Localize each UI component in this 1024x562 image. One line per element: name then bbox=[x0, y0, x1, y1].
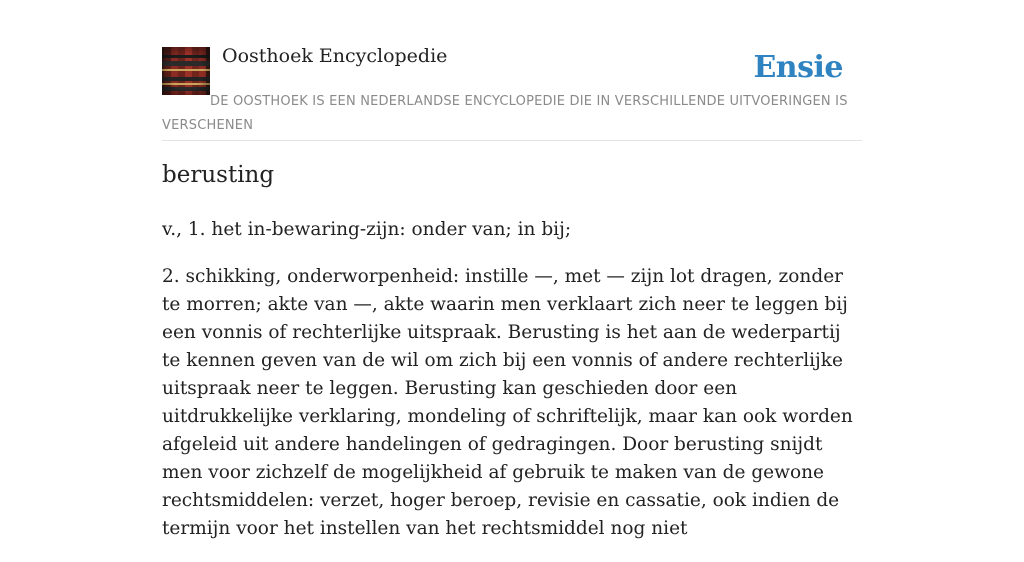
entry-term: berusting bbox=[162, 162, 275, 188]
definition-paragraph-2: 2. schikking, onderworpenheid: instille —, met — zijn lot dragen, zonder te morren; akte van —, akte waarin men verklaart zich neer te leggen bij een vonnis of rechterlijke uitspraak. Berusting is het aan de wederpartij te kennen geven van de wil om zich bij een vonnis of andere rechterlijke uitspraak neer te leggen. Berusting kan geschieden door een uitdrukkelijke verklaring, mondeling of schriftelijk, maar kan ook worden afgeleid uit andere handelingen of gedragingen. Door berusting snijdt men voor zichzelf de mogelijkheid af gebruik te maken van de gewone rechtsmiddelen: verzet, hoger beroep, revisie en cassatie, ook indien de termijn voor het instellen van het rechtsmiddel nog niet bbox=[162, 266, 853, 539]
content-container bbox=[162, 0, 862, 539]
brand-logo-text[interactable]: Ensie bbox=[753, 50, 843, 85]
site-header bbox=[162, 0, 862, 141]
site-tagline: DE OOSTHOEK IS EEN NEDERLANDSE ENCYCLOPEDIE DIE IN VERSCHILLENDE UITVOERINGEN IS VERSCHENEN bbox=[162, 94, 848, 133]
encyclopedia-logo-icon[interactable] bbox=[162, 47, 210, 95]
definition-paragraph-1: v., 1. het in-bewaring-zijn: onder van; in bij; bbox=[162, 219, 572, 240]
site-title[interactable]: Oosthoek Encyclopedie bbox=[222, 45, 448, 67]
entry-definition bbox=[162, 216, 862, 562]
